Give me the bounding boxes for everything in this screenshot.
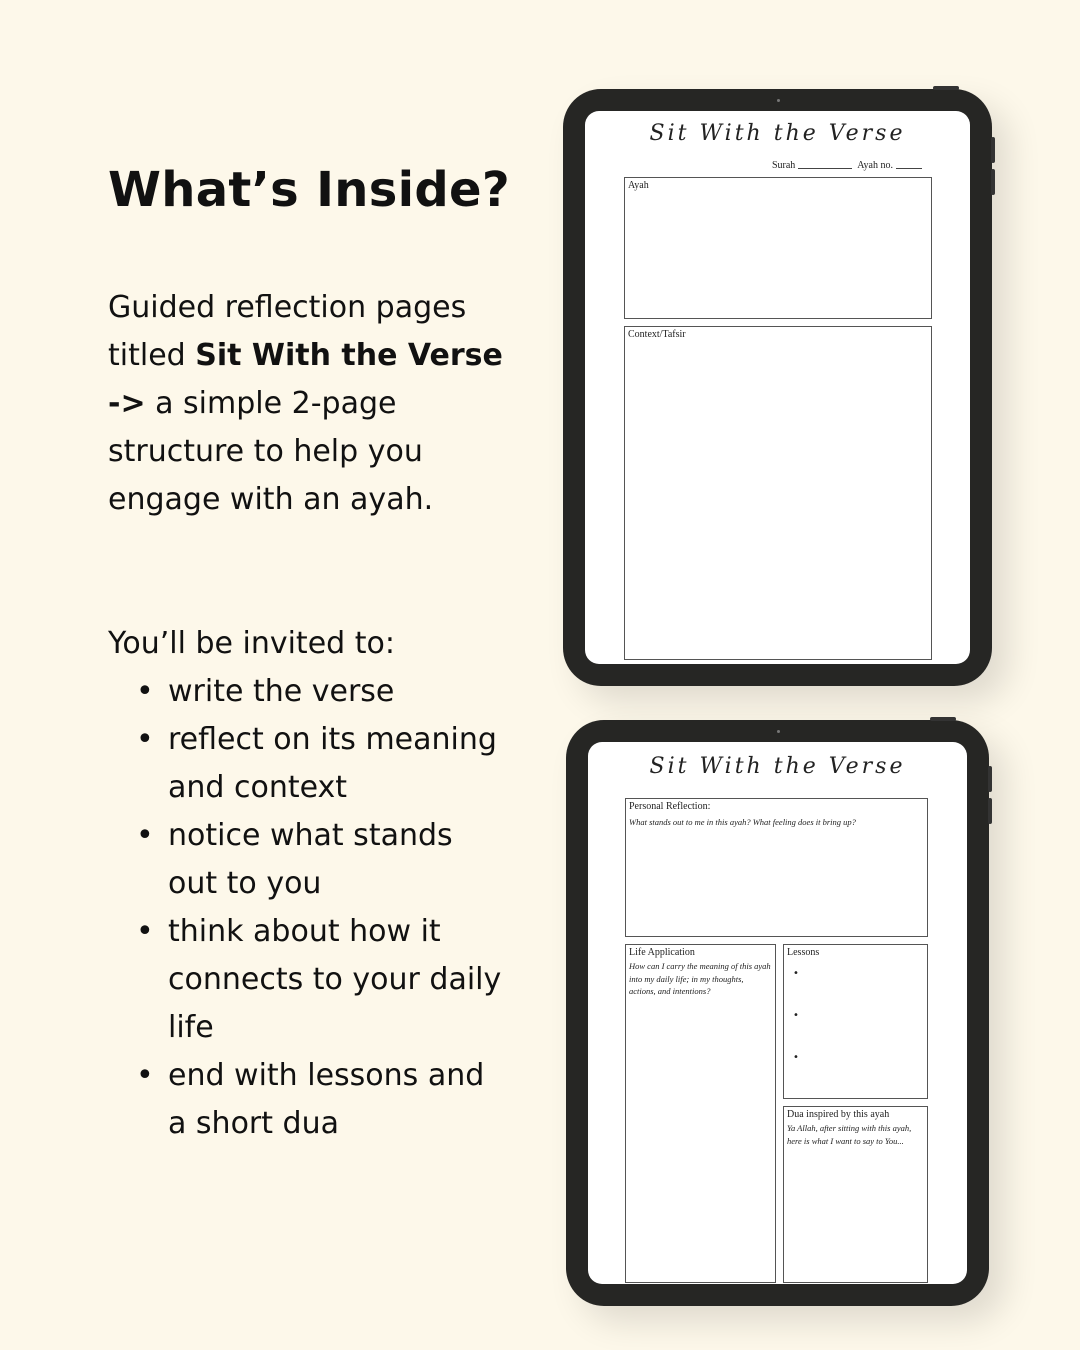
intro-bold-title: Sit With the Verse -> — [108, 338, 503, 421]
intro-text-2: a simple 2-page structure to help you engage with an ayah. — [108, 386, 434, 517]
intro-paragraph — [108, 284, 508, 524]
worksheet-title: Sit With the Verse — [649, 121, 906, 146]
tablet-camera — [777, 99, 780, 102]
tablet-mockup-page-2 — [566, 720, 989, 1306]
worksheet-title: Sit With the Verse — [649, 754, 906, 779]
context-tafsir-box — [624, 326, 932, 660]
tablet-mockup-page-1 — [563, 89, 992, 686]
tablet-volume-up — [988, 766, 992, 792]
life-application-box — [625, 944, 776, 1283]
page-heading: What’s Inside? — [108, 162, 510, 218]
tablet-camera — [777, 730, 780, 733]
tablet-volume-down — [988, 798, 992, 824]
personal-reflection-box — [625, 798, 928, 937]
worksheet-page-1 — [585, 111, 970, 664]
ayah-no-label: Ayah no. — [857, 160, 893, 171]
tablet-top-button — [933, 86, 959, 90]
lesson-bullet: • — [793, 1010, 799, 1021]
list-item: • reflect on its meaning and context — [108, 716, 508, 812]
life-application-label: Life Application — [629, 947, 695, 958]
dua-box — [783, 1106, 928, 1283]
lesson-bullet: • — [793, 1052, 799, 1063]
personal-reflection-prompt: What stands out to me in this ayah? What feeling does it bring up? — [629, 817, 856, 827]
list-item: • notice what stands out to you — [108, 812, 508, 908]
invite-list — [108, 668, 508, 1148]
ayah-no-blank — [896, 168, 922, 169]
lessons-box — [783, 944, 928, 1099]
context-box-label: Context/Tafsir — [628, 329, 686, 340]
invite-intro: You’ll be invited to: — [108, 626, 395, 661]
lessons-label: Lessons — [787, 947, 820, 958]
list-item: • write the verse — [108, 668, 508, 716]
lesson-bullet: • — [793, 968, 799, 979]
intro-text-1: Guided reflection pages titled — [108, 290, 467, 373]
dua-prompt: Ya Allah, after sitting with this ayah, here is what I want to say to You... — [787, 1123, 912, 1146]
surah-ayah-fields — [772, 160, 925, 171]
worksheet-page-2 — [588, 742, 967, 1284]
dua-label: Dua inspired by this ayah — [787, 1109, 890, 1120]
ayah-box-label: Ayah — [628, 180, 649, 191]
surah-blank — [798, 168, 852, 169]
surah-label: Surah — [771, 160, 796, 171]
life-application-prompt: How can I carry the meaning of this ayah into my daily life; in my thoughts, actions, and intentions? — [629, 961, 771, 996]
tablet-volume-up — [991, 137, 995, 163]
list-item: • end with lessons and a short dua — [108, 1052, 508, 1148]
tablet-volume-down — [991, 169, 995, 195]
list-item: • think about how it connects to your daily life — [108, 908, 508, 1052]
ayah-box — [624, 177, 932, 319]
tablet-top-button — [930, 717, 956, 721]
personal-reflection-label: Personal Reflection: — [629, 801, 711, 812]
